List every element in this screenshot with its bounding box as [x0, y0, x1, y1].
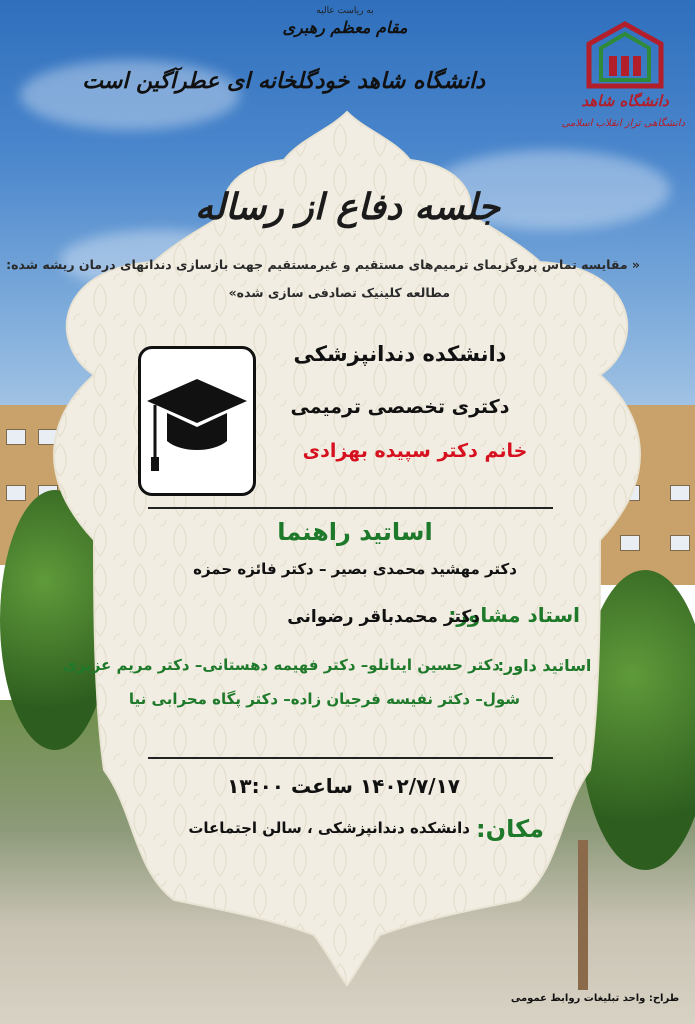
event-title: جلسه دفاع از رساله	[194, 186, 500, 228]
faculty-name: دانشکده دندانپزشکی	[293, 342, 507, 366]
candidate-name: خانم دکتر سپیده بهزادی	[302, 440, 528, 462]
graduation-cap-box	[138, 346, 256, 496]
consultant-label: استاد مشاور:	[448, 603, 580, 627]
degree-name: دکتری تخصصی ترمیمی	[290, 396, 510, 418]
header-leader-title: مقام معظم رهبری	[282, 18, 408, 37]
divider-bottom	[148, 757, 553, 759]
thesis-title-line1: « مقایسه تماس پروگزیمای ترمیم‌های مستقیم و غیرمستقیم جهت بازسازی دندانهای درمان ریشه شده:	[6, 257, 640, 272]
consultant-name: دکتر محمدباقر رضوانی	[287, 607, 480, 627]
location-label: مکان:	[476, 815, 544, 843]
header-small-title: به ریاست عالیه	[316, 6, 374, 16]
divider-top	[148, 507, 553, 509]
university-emblem-icon	[585, 20, 665, 90]
logo-subtitle: دانشگاهی تراز انقلاب اسلامی	[561, 118, 685, 129]
judges-names-line1: دکتر حسین اینانلو– دکتر فهیمه دهستانی– دکتر مریم عزیزی	[62, 656, 500, 674]
advisors-names: دکتر مهشید محمدی بصیر – دکتر فائزه حمزه	[193, 560, 517, 578]
judges-label: اساتید داور:	[497, 656, 592, 675]
date-time: ۱۴۰۲/۷/۱۷ ساعت ۱۳:۰۰	[227, 774, 460, 798]
advisors-title: اساتید راهنما	[277, 518, 433, 546]
location-value: دانشکده دندانپزشکی ، سالن اجتماعات	[188, 819, 470, 837]
header-university-motto: دانشگاه شاهد خودگلخانه ای عطرآگین است	[82, 68, 485, 94]
logo-university-name: دانشگاه شاهد	[581, 92, 669, 110]
graduation-cap-icon	[141, 349, 253, 493]
thesis-title-line2: مطالعه کلینیک تصادفی سازی شده»	[228, 285, 450, 300]
judges-names-line2: شول– دکتر نفیسه فرجیان زاده– دکتر پگاه محرابی نیا	[128, 690, 520, 708]
designer-credit: طراح: واحد تبلیغات روابط عمومی	[510, 993, 680, 1004]
